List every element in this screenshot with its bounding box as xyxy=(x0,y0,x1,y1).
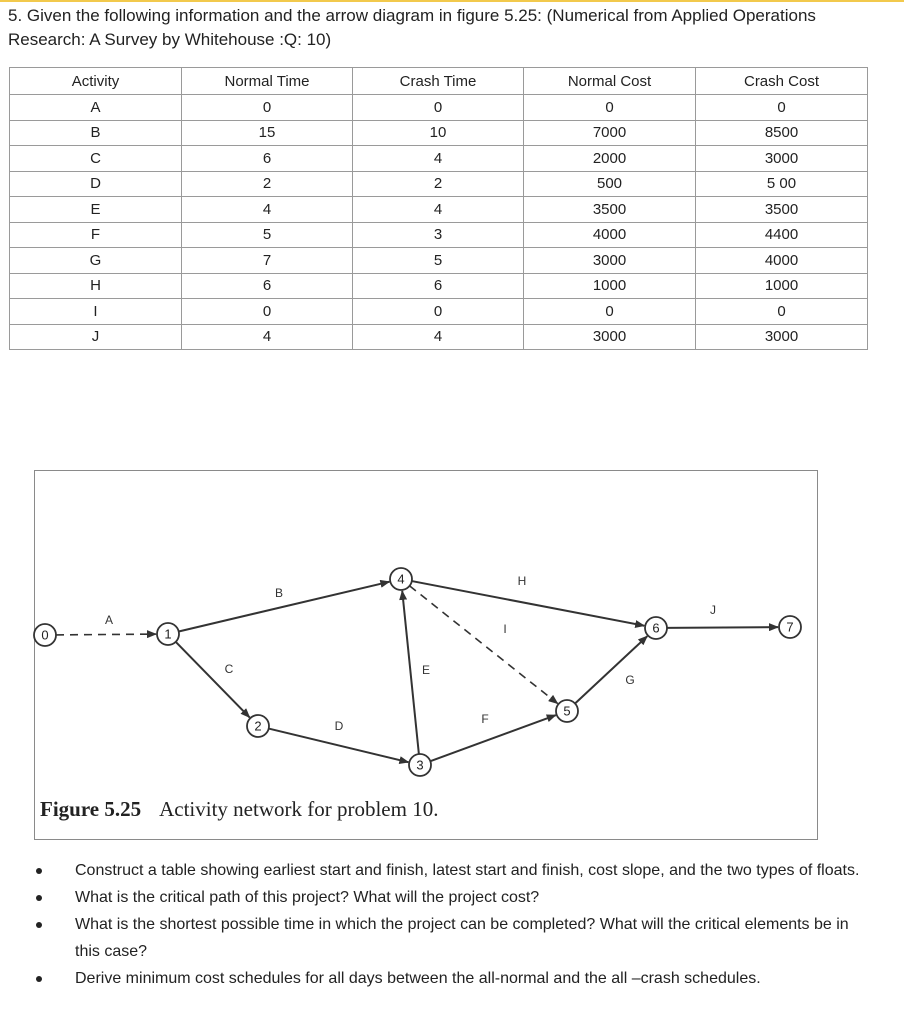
table-cell: 4000 xyxy=(524,222,696,248)
activity-arrow-i xyxy=(410,586,558,704)
table-cell: 0 xyxy=(353,95,524,121)
bullet-icon xyxy=(36,976,42,982)
table-cell: 15 xyxy=(182,120,353,146)
table-cell: 4400 xyxy=(696,222,868,248)
task-text: What is the shortest possible time in which the project can be completed? What will the critical elements be in this case? xyxy=(75,916,849,960)
bullet-icon xyxy=(36,895,42,901)
activity-arrow-d xyxy=(269,729,409,763)
table-cell: 10 xyxy=(353,120,524,146)
table-cell: 2000 xyxy=(524,146,696,172)
header-normal-cost: Normal Cost xyxy=(524,68,696,95)
header-normal-time: Normal Time xyxy=(182,68,353,95)
activity-arrow-c xyxy=(176,642,250,718)
table-cell: 0 xyxy=(353,299,524,325)
table-cell: 5 00 xyxy=(696,171,868,197)
activity-label-e: E xyxy=(421,663,431,677)
activity-arrow-h xyxy=(412,581,644,626)
table-cell: C xyxy=(10,146,182,172)
node-3-label: 3 xyxy=(416,757,424,773)
activity-arrow-a xyxy=(56,634,156,635)
table-cell: 7 xyxy=(182,248,353,274)
table-cell: 0 xyxy=(182,95,353,121)
table-cell: 3000 xyxy=(696,146,868,172)
question-text: 5. Given the following information and the arrow diagram in figure 5.25: (Numerical from Applied Operations Research: A Survey by Whitehouse :Q: 10) xyxy=(8,6,816,49)
task-text: Construct a table showing earliest start and finish, latest start and finish, cost slope, and the two types of floats. xyxy=(75,862,860,879)
table-cell: 6 xyxy=(182,146,353,172)
table-cell: 8500 xyxy=(696,120,868,146)
list-item xyxy=(36,965,876,992)
node-2-label: 2 xyxy=(254,718,262,734)
table-cell: G xyxy=(10,248,182,274)
table-cell: 0 xyxy=(182,299,353,325)
activity-label-h: H xyxy=(517,574,527,588)
list-item xyxy=(36,911,876,965)
figure-caption-number: Figure 5.25 xyxy=(40,797,142,821)
header-activity: Activity xyxy=(10,68,182,95)
node-1-label: 1 xyxy=(164,626,172,642)
activity-label-f: F xyxy=(481,712,489,726)
table-cell: 4 xyxy=(353,197,524,223)
table-cell: 500 xyxy=(524,171,696,197)
activity-label-g: G xyxy=(625,673,635,687)
table-cell: 0 xyxy=(696,95,868,121)
table-cell: 2 xyxy=(353,171,524,197)
table-cell: A xyxy=(10,95,182,121)
table-cell: 3 xyxy=(353,222,524,248)
table-cell: I xyxy=(10,299,182,325)
table-cell: E xyxy=(10,197,182,223)
bullet-icon xyxy=(36,922,42,928)
task-list xyxy=(36,857,876,992)
table-cell: B xyxy=(10,120,182,146)
table-cell: 0 xyxy=(524,95,696,121)
activity-label-c: C xyxy=(224,662,234,676)
table-cell: H xyxy=(10,273,182,299)
table-cell: 5 xyxy=(353,248,524,274)
table-cell: 3500 xyxy=(524,197,696,223)
activity-label-a: A xyxy=(104,613,114,627)
table-cell: 4 xyxy=(182,324,353,350)
table-cell: 4 xyxy=(182,197,353,223)
activity-label-j: J xyxy=(710,603,716,617)
task-text: What is the critical path of this project? What will the project cost? xyxy=(75,889,540,906)
table-cell: 3000 xyxy=(696,324,868,350)
activity-label-d: D xyxy=(334,719,344,733)
list-item xyxy=(36,884,876,911)
node-0-label: 0 xyxy=(41,627,49,643)
activity-label-b: B xyxy=(274,586,284,600)
activity-arrow-g xyxy=(575,636,647,703)
activity-arrow-b xyxy=(179,582,390,632)
list-item xyxy=(36,857,876,884)
table-cell: 0 xyxy=(696,299,868,325)
table-cell: 1000 xyxy=(524,273,696,299)
node-5-label: 5 xyxy=(563,703,571,719)
table-cell: D xyxy=(10,171,182,197)
table-cell: 4 xyxy=(353,146,524,172)
table-cell: 4 xyxy=(353,324,524,350)
header-crash-cost: Crash Cost xyxy=(696,68,868,95)
table-cell: 5 xyxy=(182,222,353,248)
activity-arrow-e xyxy=(402,591,419,754)
task-text: Derive minimum cost schedules for all days between the all-normal and the all –crash schedules. xyxy=(75,970,761,987)
table-cell: 3000 xyxy=(524,324,696,350)
table-cell: 3500 xyxy=(696,197,868,223)
figure-caption-text: Activity network for problem 10. xyxy=(159,797,439,821)
bullet-icon xyxy=(36,868,42,874)
node-7-label: 7 xyxy=(786,619,794,635)
table-cell: 1000 xyxy=(696,273,868,299)
figure-caption xyxy=(40,797,438,822)
activity-label-i: I xyxy=(503,622,507,636)
table-cell: 2 xyxy=(182,171,353,197)
table-cell: 4000 xyxy=(696,248,868,274)
node-4-label: 4 xyxy=(397,571,405,587)
table-cell: 3000 xyxy=(524,248,696,274)
table-cell: 6 xyxy=(182,273,353,299)
table-cell: J xyxy=(10,324,182,350)
activity-arrow-f xyxy=(430,715,555,761)
table-cell: 7000 xyxy=(524,120,696,146)
table-cell: F xyxy=(10,222,182,248)
activity-arrow-j xyxy=(667,627,778,628)
table-cell: 0 xyxy=(524,299,696,325)
header-crash-time: Crash Time xyxy=(353,68,524,95)
node-6-label: 6 xyxy=(652,620,660,636)
table-cell: 6 xyxy=(353,273,524,299)
